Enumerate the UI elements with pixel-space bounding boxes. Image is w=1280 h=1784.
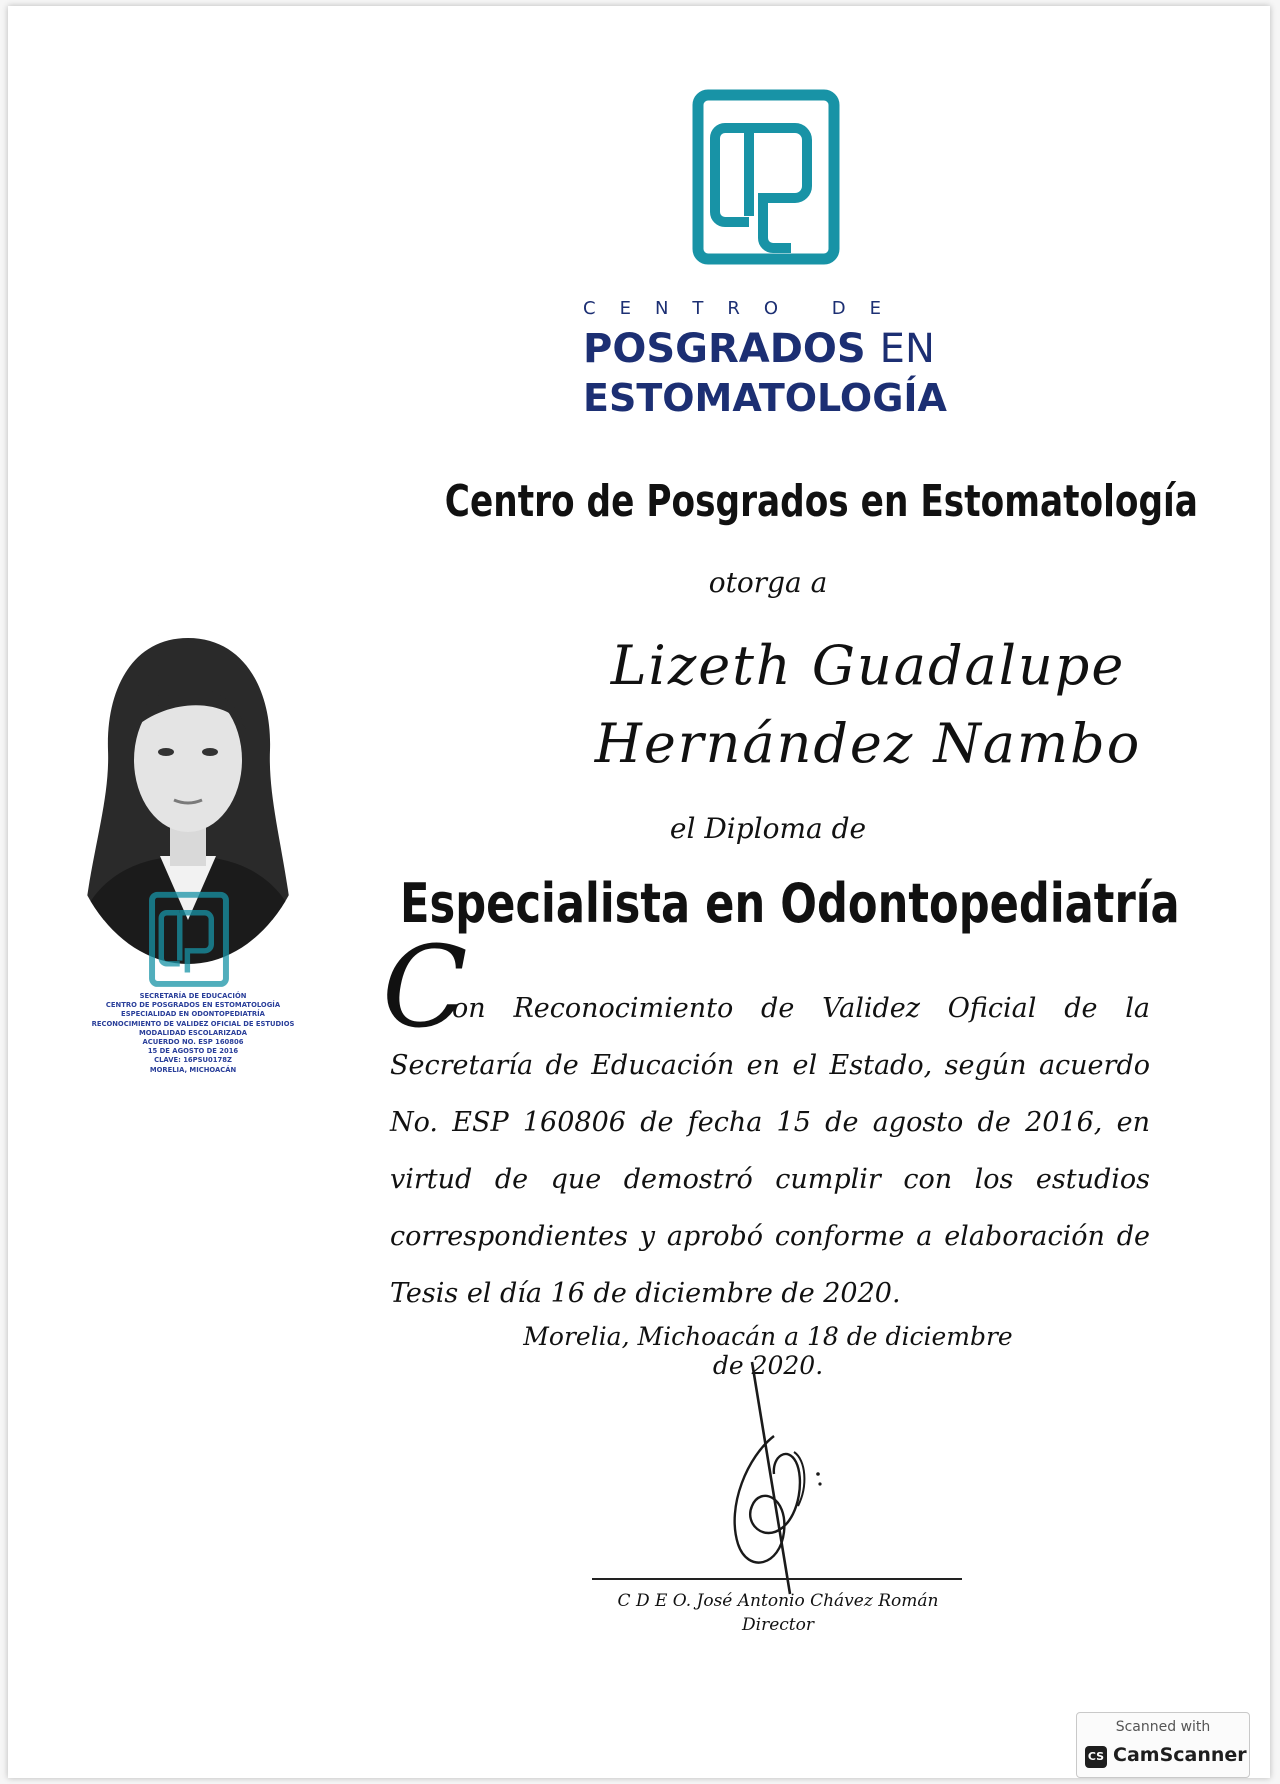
diploma-intro: el Diploma de [669,812,867,845]
degree-title: Especialista en Odontopediatría [400,872,1180,935]
body-dropcap: C [382,923,468,1053]
logo-centro-text: CENTRO DE [583,298,906,319]
seal-icon [148,891,230,991]
official-seal-text [88,992,298,1075]
certificate-body-text: on Reconocimiento de Validez Oficial de la Secretaría de Educación en el Estado, según acuerdo No. ESP 160806 de fecha 15 de agosto de 2016, en virtud de que demostró cumplir con los estudios correspondientes y aprobó conforme a elaboración de Tesis el día 16 de diciembre de 2020. [390,993,1150,1309]
camscanner-watermark [1076,1712,1250,1778]
grants-text: otorga a [708,566,828,599]
seal-line: CLAVE: 16PSU0178Z [154,1056,232,1065]
watermark-label: Scanned with [1115,1719,1211,1735]
place-date: Morelia, Michoacán a 18 de diciembre de 2020. [523,1322,1013,1380]
logo-estomatologia-text: ESTOMATOLOGÍA [583,376,947,420]
logo-posgrados-text [583,326,1003,372]
logo-posgrados-bold: POSGRADOS [583,326,866,372]
seal-line: CENTRO DE POSGRADOS EN ESTOMATOLOGÍA [105,1001,281,1010]
seal-line: 15 DE AGOSTO DE 2016 [147,1047,239,1056]
seal-line: RECONOCIMIENTO DE VALIDEZ OFICIAL DE ESTUDIOS [91,1019,295,1028]
seal-line: SECRETARÍA DE EDUCACIÓN [139,992,247,1000]
institution-logo-icon [691,88,841,272]
seal-line: MODALIDAD ESCOLARIZADA [139,1028,247,1037]
diploma-sheet [8,6,1270,1778]
watermark-brand: CamScanner [1113,1744,1247,1766]
signer-name: C D E O. José Antonio Chávez Román [617,1591,939,1611]
certificate-body [390,980,1150,1322]
institution-title: Centro de Posgrados en Estomatología [444,476,1198,527]
seal-line: ACUERDO NO. ESP 160806 [142,1038,244,1047]
recipient-name-line2: Hernández Nambo [594,712,1142,775]
camscanner-logo-icon: CS [1085,1746,1107,1768]
seal-line: ESPECIALIDAD EN ODONTOPEDIATRÍA [121,1010,265,1019]
signer-title: Director [742,1615,814,1635]
logo-en-light: EN [879,326,935,372]
recipient-name-line1: Lizeth Guadalupe [610,634,1126,697]
director-signature [708,1356,838,1606]
signature-line [592,1578,962,1580]
seal-line: MORELIA, MICHOACÁN [149,1065,237,1074]
